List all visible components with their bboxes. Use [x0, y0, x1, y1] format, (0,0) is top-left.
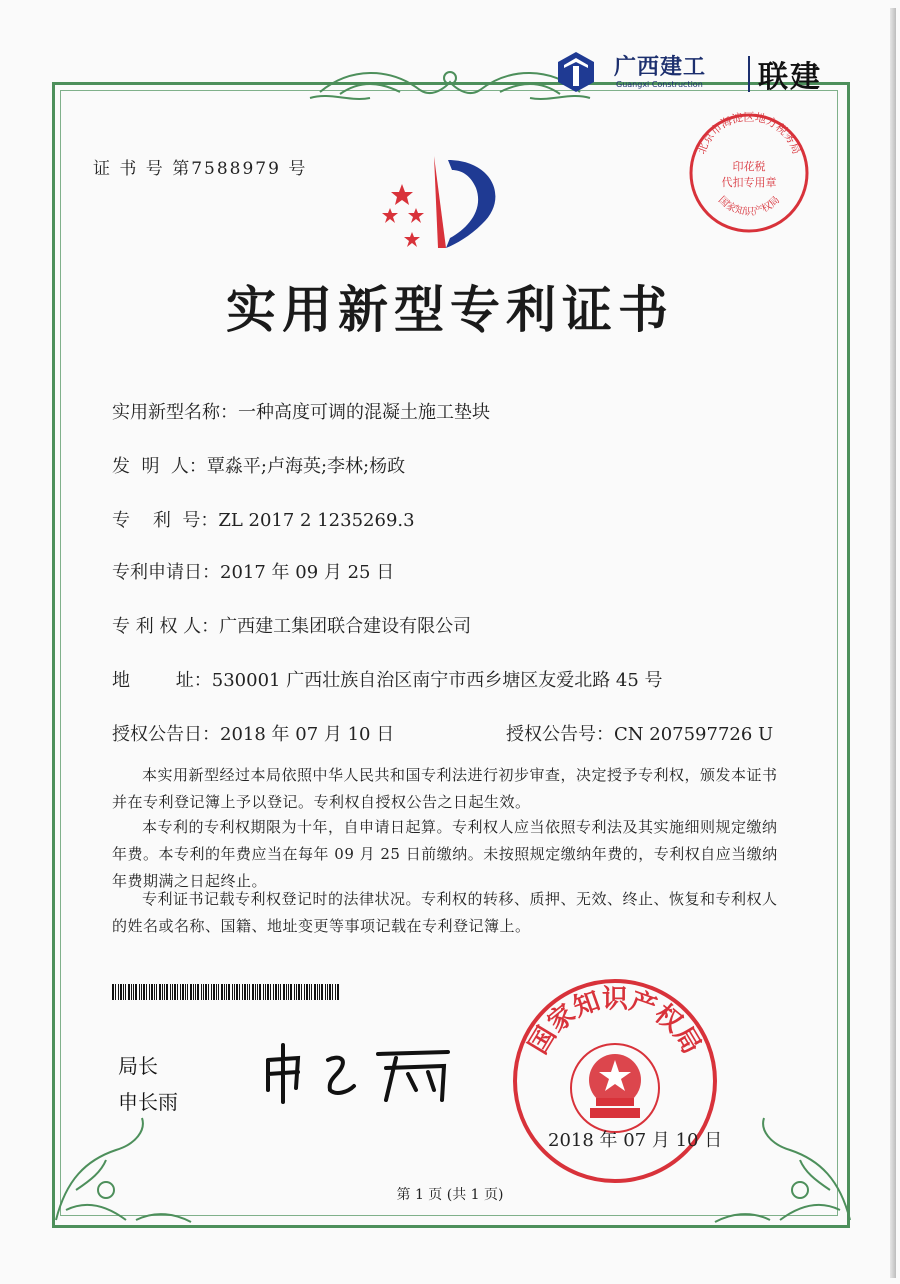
field-value: 广西建工集团联合建设有限公司	[219, 616, 472, 637]
top-ornament	[300, 62, 600, 108]
field-utility-model-name	[112, 398, 490, 424]
field-value: 530001 广西壮族自治区南宁市西乡塘区友爱北路 45 号	[211, 670, 663, 691]
certificate-number: 证 书 号 第7588979 号	[93, 159, 308, 179]
field-grant-date	[112, 720, 394, 746]
seal-date: 2018 年 07 月 10 日	[548, 1130, 723, 1151]
field-value: 覃淼平;卢海英;李林;杨政	[206, 456, 406, 477]
field-label: 实用新型名称：	[112, 402, 238, 423]
field-label: 授权公告日：	[112, 724, 220, 745]
logo-company-en: Guangxi Construction	[616, 80, 703, 89]
svg-text:国家知识产权局: 国家知识产权局	[715, 194, 783, 218]
field-label: 地 址：	[112, 670, 212, 691]
field-label: 专 利 权 人：	[112, 616, 220, 637]
field-value: 2018 年 07 月 10 日	[220, 724, 395, 745]
certificate-title: 实用新型专利证书	[226, 281, 674, 339]
notice-paragraph-2: 本专利的专利权期限为十年，自申请日起算。专利权人应当依照专利法及其实施细则规定缴纳年费。本专利的年费应当在每年 09 月 25 日前缴纳。未按照规定缴纳年费的，专利权自应当缴纳年费期满之日起终止。	[112, 818, 778, 890]
field-announcement-number	[506, 720, 773, 746]
field-inventors	[112, 452, 405, 478]
bottom-right-ornament	[710, 1110, 860, 1230]
patent-office-emblem-icon	[372, 148, 522, 258]
notice-paragraph-3: 专利证书记载专利权登记时的法律状况。专利权的转移、质押、无效、终止、恢复和专利权人的姓名或名称、国籍、地址变更等事项记载在专利登记簿上。	[112, 890, 778, 935]
field-label: 发 明 人：	[112, 456, 207, 477]
director-title: 局长	[118, 1054, 158, 1078]
page-edge-shadow	[890, 8, 896, 1278]
director-signature	[258, 1040, 458, 1110]
field-value: ZL 2017 2 1235269.3	[218, 510, 415, 531]
bottom-left-ornament	[46, 1110, 196, 1230]
field-value: 一种高度可调的混凝土施工垫块	[238, 402, 490, 423]
field-label: 专利申请日：	[112, 562, 220, 583]
page-number: 第 1 页 (共 1 页)	[396, 1187, 504, 1203]
svg-text:代扣专用章: 代扣专用章	[721, 176, 777, 189]
notice-paragraph-1: 本实用新型经过本局依照中华人民共和国专利法进行初步审查，决定授予专利权，颁发本证书并在专利登记簿上予以登记。专利权自授权公告之日起生效。	[112, 766, 778, 811]
barcode	[112, 984, 340, 1000]
patent-office-seal	[510, 976, 723, 1186]
field-label: 授权公告号：	[506, 724, 614, 745]
svg-text:印花税: 印花税	[732, 160, 766, 173]
field-address	[112, 666, 663, 692]
svg-text:国家知识产权局: 国家知识产权局	[523, 984, 707, 1060]
tax-stamp-seal	[686, 110, 812, 236]
field-label: 专 利 号：	[112, 510, 219, 531]
field-application-date	[112, 558, 394, 584]
field-patent-number	[112, 506, 415, 532]
logo-brand: 联建	[758, 60, 822, 95]
logo-company-cn: 广西建工	[614, 55, 707, 80]
director-name: 申长雨	[118, 1090, 178, 1114]
svg-text:北京市海淀区地方税务局: 北京市海淀区地方税务局	[694, 110, 804, 156]
field-value: CN 207597726 U	[614, 724, 774, 745]
field-value: 2017 年 09 月 25 日	[220, 562, 395, 583]
field-patentee	[112, 612, 471, 638]
